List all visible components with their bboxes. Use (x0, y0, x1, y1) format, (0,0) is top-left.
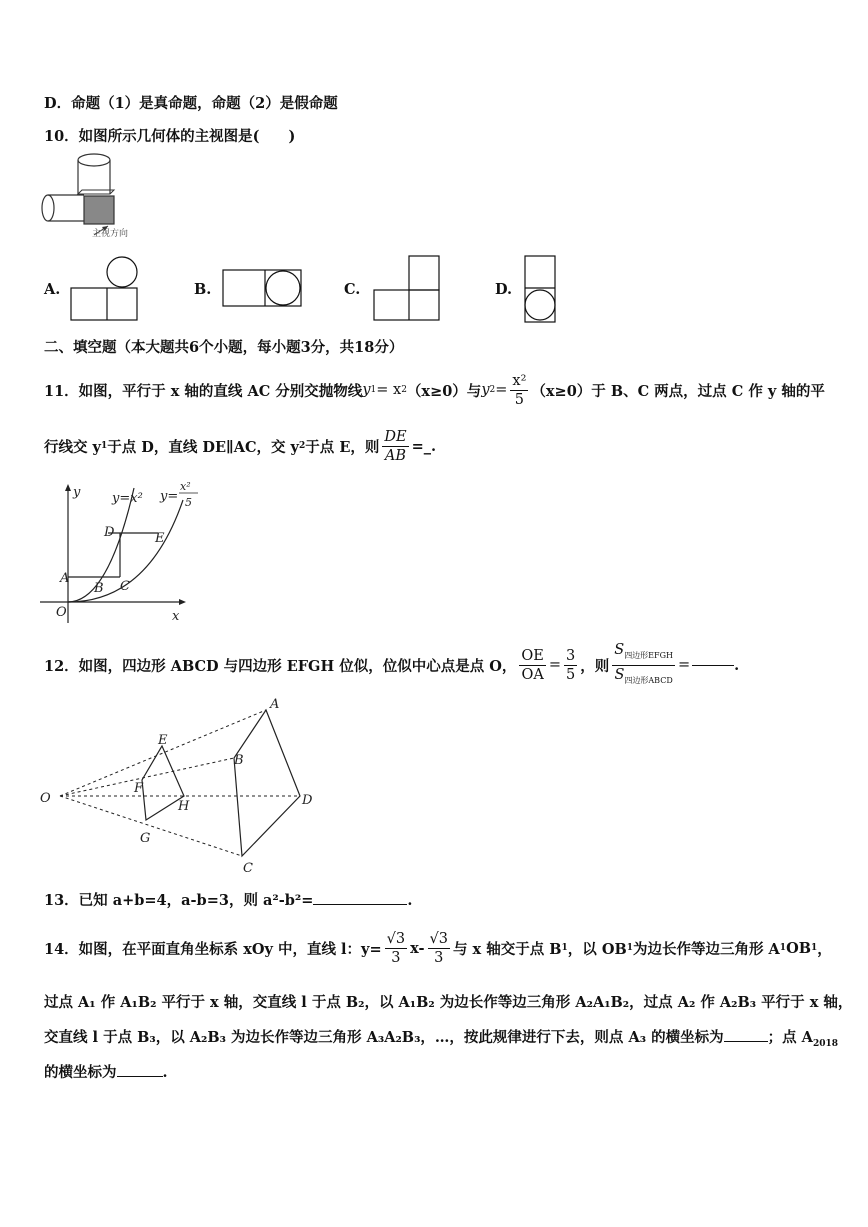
q14-intercept: $\frac{√3}{3}$ (429, 930, 448, 966)
q11-line2-a: 行线交 y (44, 438, 101, 456)
q12-homothety-figure (38, 696, 328, 876)
q14-line-4: 的横坐标为 . (44, 1064, 168, 1081)
q10-stem: 10．如图所示几何体的主视图是( ) (44, 128, 296, 145)
q12-text: 12．如图，四边形 ABCD 与四边形 EFGH 位似，位似中心点是点 O， (44, 657, 517, 675)
q11-curve2-num: x² (180, 480, 191, 493)
q13-text: 13．已知 a+b=4，a-b=3，则 a²-b²= (44, 892, 314, 909)
view-direction-label: 主视方向 (92, 229, 129, 239)
q11-parabola-figure (38, 478, 198, 626)
q11-line-2: 行线交 y 1 于点 D，直线 DE∥AC，交 y 2 于点 E，则 $\frac{DE}{AB}$ =_. (44, 428, 437, 464)
q11-x-axis-label: x (172, 609, 180, 624)
q10-option-c-label: C. (344, 281, 361, 298)
q11-ratio: $\frac{DE}{AB}$ (384, 428, 407, 464)
q12-point-g: G (140, 831, 151, 846)
q11-point-b: B (94, 581, 104, 596)
q13-line: 13．已知 a+b=4，a-b=3，则 a²-b²= . (44, 892, 413, 909)
q11-curve2-label: y= (160, 489, 179, 504)
q11-line-1: 11．如图，平行于 x 轴的直线 AC 分别交抛物线 y 1 = x 2 （x≥0）与 y 2 = $\frac{\text{x²}}{5}$ （x≥0）于 B、C 两点，过点 C 作 y 轴的平 (44, 372, 825, 408)
q11-eq2: = (495, 382, 508, 398)
q12-point-f: F (134, 781, 144, 796)
q11-y-axis-label: y (73, 485, 81, 500)
q10-option-d-label: D. (495, 281, 513, 298)
q11-point-c: C (120, 579, 130, 594)
q11-origin-label: O (56, 605, 67, 620)
q10-option-c-figure (373, 255, 443, 323)
q12-point-e: E (158, 733, 168, 748)
q14-line-3: 交直线 l 于点 B₃，以 A₂B₃ 为边长作等边三角形 A₃A₂B₃，…，按此规律进行下去，则点 A₃ 的横坐标为 ；点 $A_{2018}$ (44, 1029, 838, 1049)
q11-curve1-label: y=x² (112, 491, 143, 506)
q9-option-d: D．命题（1）是真命题，命题（2）是假命题 (44, 95, 338, 112)
q11-y2-sub: 2 (489, 385, 496, 395)
section-2-heading: 二、填空题（本大题共6个小题，每小题3分，共18分） (44, 339, 404, 356)
q14-answer-blank-a2018[interactable] (117, 1076, 163, 1077)
q12-point-d: D (302, 793, 313, 808)
q14-line-1: 14．如图，在平面直角坐标系 xOy 中，直线 l：y= $\frac{√3}{3}$ x- $\frac{√3}{3}$ 与 x 轴交于点 B 1 ，以 OB 1 为边长作等边三角形 A 1 OB 1 ， (44, 930, 832, 966)
q12-point-c: C (243, 861, 253, 876)
q14-answer-blank-a3[interactable] (724, 1041, 768, 1042)
q11-text-a: 11．如图，平行于 x 轴的直线 AC 分别交抛物线 (44, 382, 363, 400)
q12-answer-blank[interactable] (692, 665, 734, 666)
q11-fraction: $\frac{\text{x²}}{5}$ (512, 372, 527, 408)
q11-point-e: E (155, 531, 165, 546)
q11-line2-c: 于点 E，则 (305, 438, 380, 456)
q11-y2: y (481, 382, 490, 398)
q11-point-d: D (104, 525, 115, 540)
q12-point-b: B (234, 753, 244, 768)
q11-cond1: （x≥0）与 (406, 382, 482, 400)
q11-point-a: A (60, 571, 70, 586)
q12-point-a: A (270, 697, 280, 712)
q12-point-o: O (40, 791, 51, 806)
q14-text-a: 14．如图，在平面直角坐标系 xOy 中，直线 l：y= (44, 940, 382, 958)
q12-then: ，则 (580, 657, 610, 675)
q10-option-a-label: A. (44, 281, 61, 298)
q11-curve2-den: 5 (185, 496, 192, 509)
q10-option-b-label: B. (194, 281, 212, 298)
q11-y1: y (362, 382, 371, 398)
q11-y1-sub: 1 (370, 385, 377, 395)
q12-point-h: H (178, 799, 190, 814)
q13-answer-blank[interactable] (313, 904, 407, 905)
q12-line: 12．如图，四边形 ABCD 与四边形 EFGH 位似，位似中心点是点 O， $\frac{OE}{OA}$ = $\frac{3}{5}$ ，则 $\frac{S_{四边形EFGH}}{S_{四边形ABCD}}$ = . (44, 640, 739, 690)
q11-line2-b: 于点 D，直线 DE∥AC，交 y (107, 438, 299, 456)
q11-cond2: （x≥0）于 B、C 两点，过点 C 作 y 轴的平 (531, 382, 825, 400)
q14-line-2: 过点 A₁ 作 A₁B₂ 平行于 x 轴，交直线 l 于点 B₂，以 A₁B₂ 为边长作等边三角形 A₂A₁B₂，过点 A₂ 作 A₂B₃ 平行于 x 轴， (44, 994, 853, 1011)
q12-area-ratio: $\frac{S_{四边形EFGH}}{S_{四边形ABCD}}$ (614, 641, 673, 685)
q11-answer-blank[interactable]: =_. (411, 437, 437, 455)
q10-option-b-figure (222, 269, 302, 309)
q10-option-a-figure (70, 255, 140, 323)
q14-slope: $\frac{√3}{3}$ (386, 930, 406, 966)
q11-eq1: = x (376, 382, 402, 398)
q12-value: $\frac{3}{5}$ (566, 647, 576, 683)
q12-ratio: $\frac{OE}{OA}$ (521, 647, 544, 683)
q10-option-d-figure (524, 255, 558, 325)
